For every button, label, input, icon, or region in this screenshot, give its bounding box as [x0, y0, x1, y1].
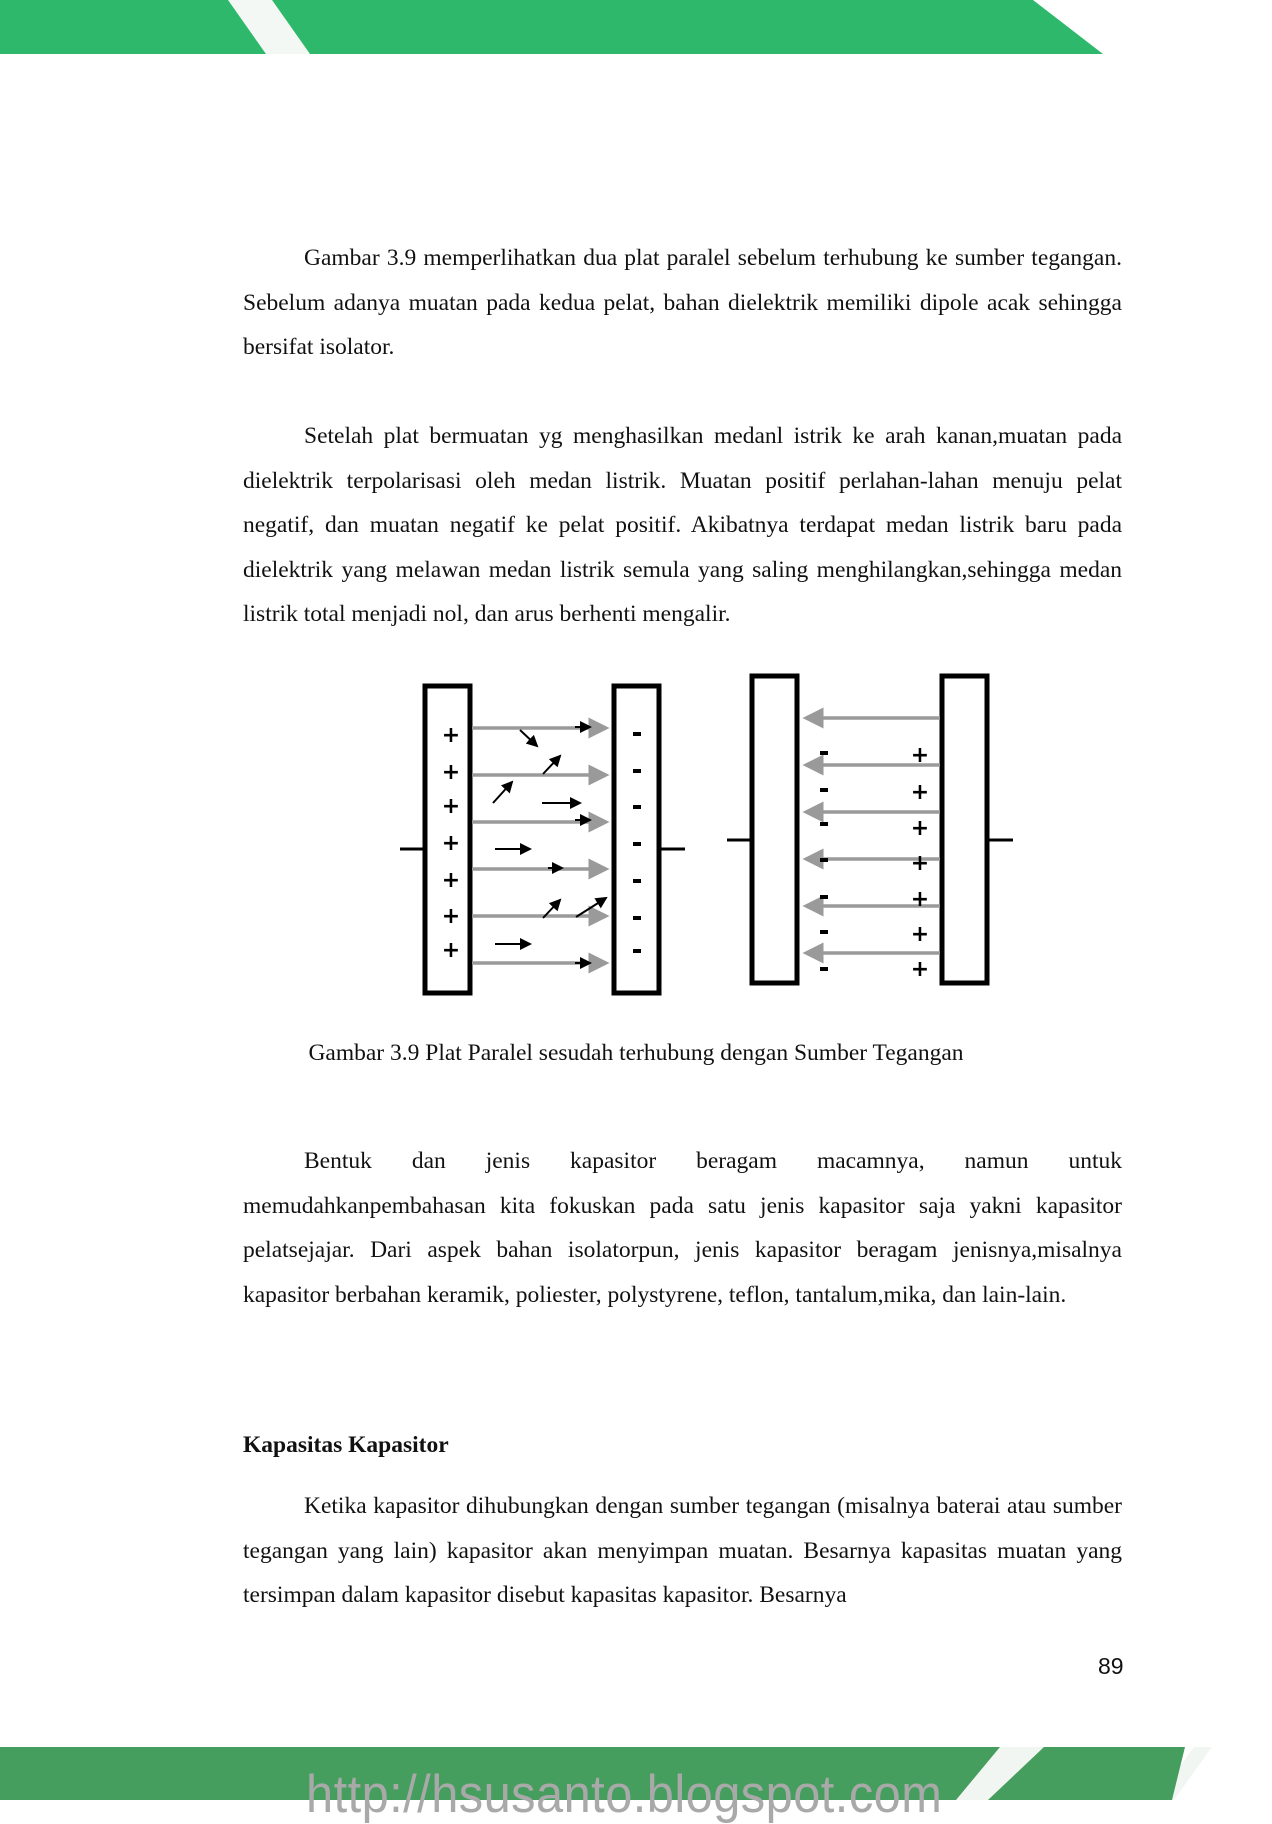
svg-text:+: +	[441, 904, 461, 929]
page-number: 89	[1098, 1653, 1124, 1679]
svg-text:+: +	[910, 780, 930, 805]
watermark-url: http://hsusanto.blogspot.com	[306, 1765, 943, 1824]
svg-text:+: +	[910, 851, 930, 876]
top-banner	[0, 0, 1272, 56]
paragraph-capacitor-types: Bentuk dan jenis kapasitor beragam macamnya, namun untuk memudahkanpembahasan kita fokuskan pada satu jenis kapasitor saja yakni kapasitor pelatsejajar. Dari aspek bahan isolatorpun, jenis kapasitor beragam jenisnya,misalnya kapasitor berbahan keramik, poliester, polystyrene, teflon, tantalum,mika, dan lain-lain.	[243, 1148, 1122, 1308]
svg-text:+: +	[441, 794, 461, 819]
svg-text:+: +	[910, 922, 930, 947]
svg-text:+: +	[910, 743, 930, 768]
svg-text:+: +	[910, 957, 930, 982]
paragraph-figure-intro: Gambar 3.9 memperlihatkan dua plat paralel sebelum terhubung ke sumber tegangan. Sebelum adanya muatan pada kedua pelat, bahan dielektrik memiliki dipole acak sehingga bersifat isolator.	[243, 245, 1122, 360]
svg-text:+: +	[910, 887, 930, 912]
section-heading: Kapasitas Kapasitor	[243, 1432, 449, 1458]
svg-text:+: +	[441, 723, 461, 748]
svg-text:+: +	[441, 938, 461, 963]
panel-before-polarization	[400, 686, 685, 993]
svg-text:+: +	[441, 868, 461, 893]
paragraph-polarization: Setelah plat bermuatan yg menghasilkan medanl istrik ke arah kanan,muatan pada dielektrik terpolarisasi oleh medan listrik. Muatan positif perlahan-lahan menuju pelat negatif, dan muatan negatif ke pelat positif. Akibatnya terdapat medan listrik baru pada dielektrik yang melawan medan listrik semula yang saling menghilangkan,sehingga medan listrik total menjadi nol, dan arus berhenti mengalir.	[243, 423, 1122, 627]
panel-after-polarization	[727, 676, 1013, 983]
svg-text:+: +	[910, 816, 930, 841]
svg-text:+: +	[441, 831, 461, 856]
svg-text:+: +	[441, 760, 461, 785]
figure-caption: Gambar 3.9 Plat Paralel sesudah terhubung dengan Sumber Tegangan	[308, 1040, 964, 1066]
paragraph-capacitance: Ketika kapasitor dihubungkan dengan sumber tegangan (misalnya baterai atau sumber tegangan yang lain) kapasitor akan menyimpan muatan. Besarnya kapasitas muatan yang tersimpan dalam kapasitor disebut kapasitas kapasitor. Besarnya	[243, 1493, 1122, 1608]
parallel-plate-diagram	[390, 660, 1030, 1005]
figure-parallel-plates	[390, 660, 1030, 1005]
